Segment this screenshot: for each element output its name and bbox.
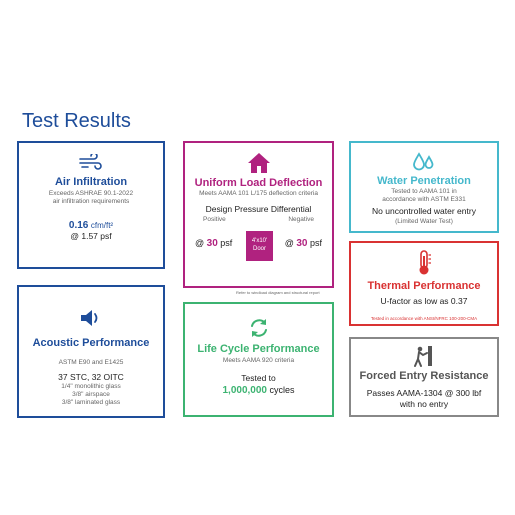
air-value-line	[19, 220, 163, 231]
water-sub2: accordance with ASTM E331	[382, 196, 466, 203]
forced-heading: Forced Entry Resistance	[359, 370, 489, 382]
air-heading: Air Infiltration	[54, 176, 128, 188]
uniform-load-deflection-card	[183, 141, 334, 288]
acoustic-line3: 3/8" laminated glass	[61, 399, 121, 406]
water-drops-icon	[412, 152, 436, 172]
door-badge: 4'x10' Door	[246, 231, 273, 261]
forced-entry-resistance-card	[349, 337, 499, 417]
acoustic-heading: Acoustic Performance	[32, 337, 150, 349]
air-unit: cfm/ft²	[90, 221, 114, 230]
life-sub: Meets AAMA 920 criteria	[222, 357, 295, 364]
water-penetration-card	[349, 141, 499, 233]
forced-line1: Passes AAMA-1304 @ 300 lbf	[366, 388, 482, 398]
cycle-arrows-icon	[247, 316, 271, 340]
thermal-main: U-factor as low as 0.37	[380, 296, 468, 306]
air-infiltration-card	[17, 141, 165, 269]
uld-footnote: Refer to windload diagram and structural report	[236, 290, 320, 295]
acoustic-standard: ASTM E90 and E1425	[58, 359, 124, 366]
uld-negative: Negative	[288, 216, 314, 223]
thermometer-icon	[415, 250, 433, 276]
uld-positive: Positive	[203, 216, 226, 223]
water-paren: (Limited Water Test)	[395, 218, 453, 225]
air-sub1: Exceeds ASHRAE 90.1-2022	[48, 190, 134, 197]
acoustic-line1: 1/4" monolithic glass	[61, 383, 121, 390]
forced-line2: with no entry	[399, 399, 449, 409]
house-icon	[247, 152, 271, 174]
water-main: No uncontrolled water entry	[372, 206, 476, 216]
uld-design: Design Pressure Differential	[205, 204, 312, 214]
life-cycle-performance-card	[183, 302, 334, 417]
air-value: 0.16	[68, 220, 89, 231]
person-pushing-door-icon	[413, 345, 435, 367]
acoustic-performance-card	[17, 285, 165, 418]
uld-negative-value: @ 30 psf	[284, 238, 322, 249]
page-title: Test Results	[22, 110, 131, 132]
acoustic-line2: 3/8" airspace	[72, 391, 110, 398]
uld-heading: Uniform Load Deflection	[194, 177, 323, 189]
uld-positive-value: @ 30 psf	[195, 238, 233, 249]
air-sub2: air infiltration requirements	[52, 198, 130, 205]
water-sub1: Tested to AAMA 101 in	[391, 188, 457, 195]
uld-sub: Meets AAMA 101 L/175 deflection criteria	[199, 190, 318, 197]
acoustic-rating: 37 STC, 32 OITC	[58, 372, 124, 382]
life-heading: Life Cycle Performance	[197, 343, 320, 355]
wind-icon	[78, 154, 104, 170]
air-pressure: @ 1.57 psf	[70, 231, 112, 241]
thermal-performance-card	[349, 241, 499, 326]
speaker-icon	[78, 307, 104, 329]
life-tested: Tested to	[241, 373, 276, 383]
life-cycles: 1,000,000 cycles	[222, 385, 295, 396]
water-heading: Water Penetration	[377, 175, 471, 187]
thermal-heading: Thermal Performance	[367, 280, 481, 292]
thermal-note: Tested in accordance with ANSI/NFRC 100-200-CMA	[370, 316, 478, 321]
